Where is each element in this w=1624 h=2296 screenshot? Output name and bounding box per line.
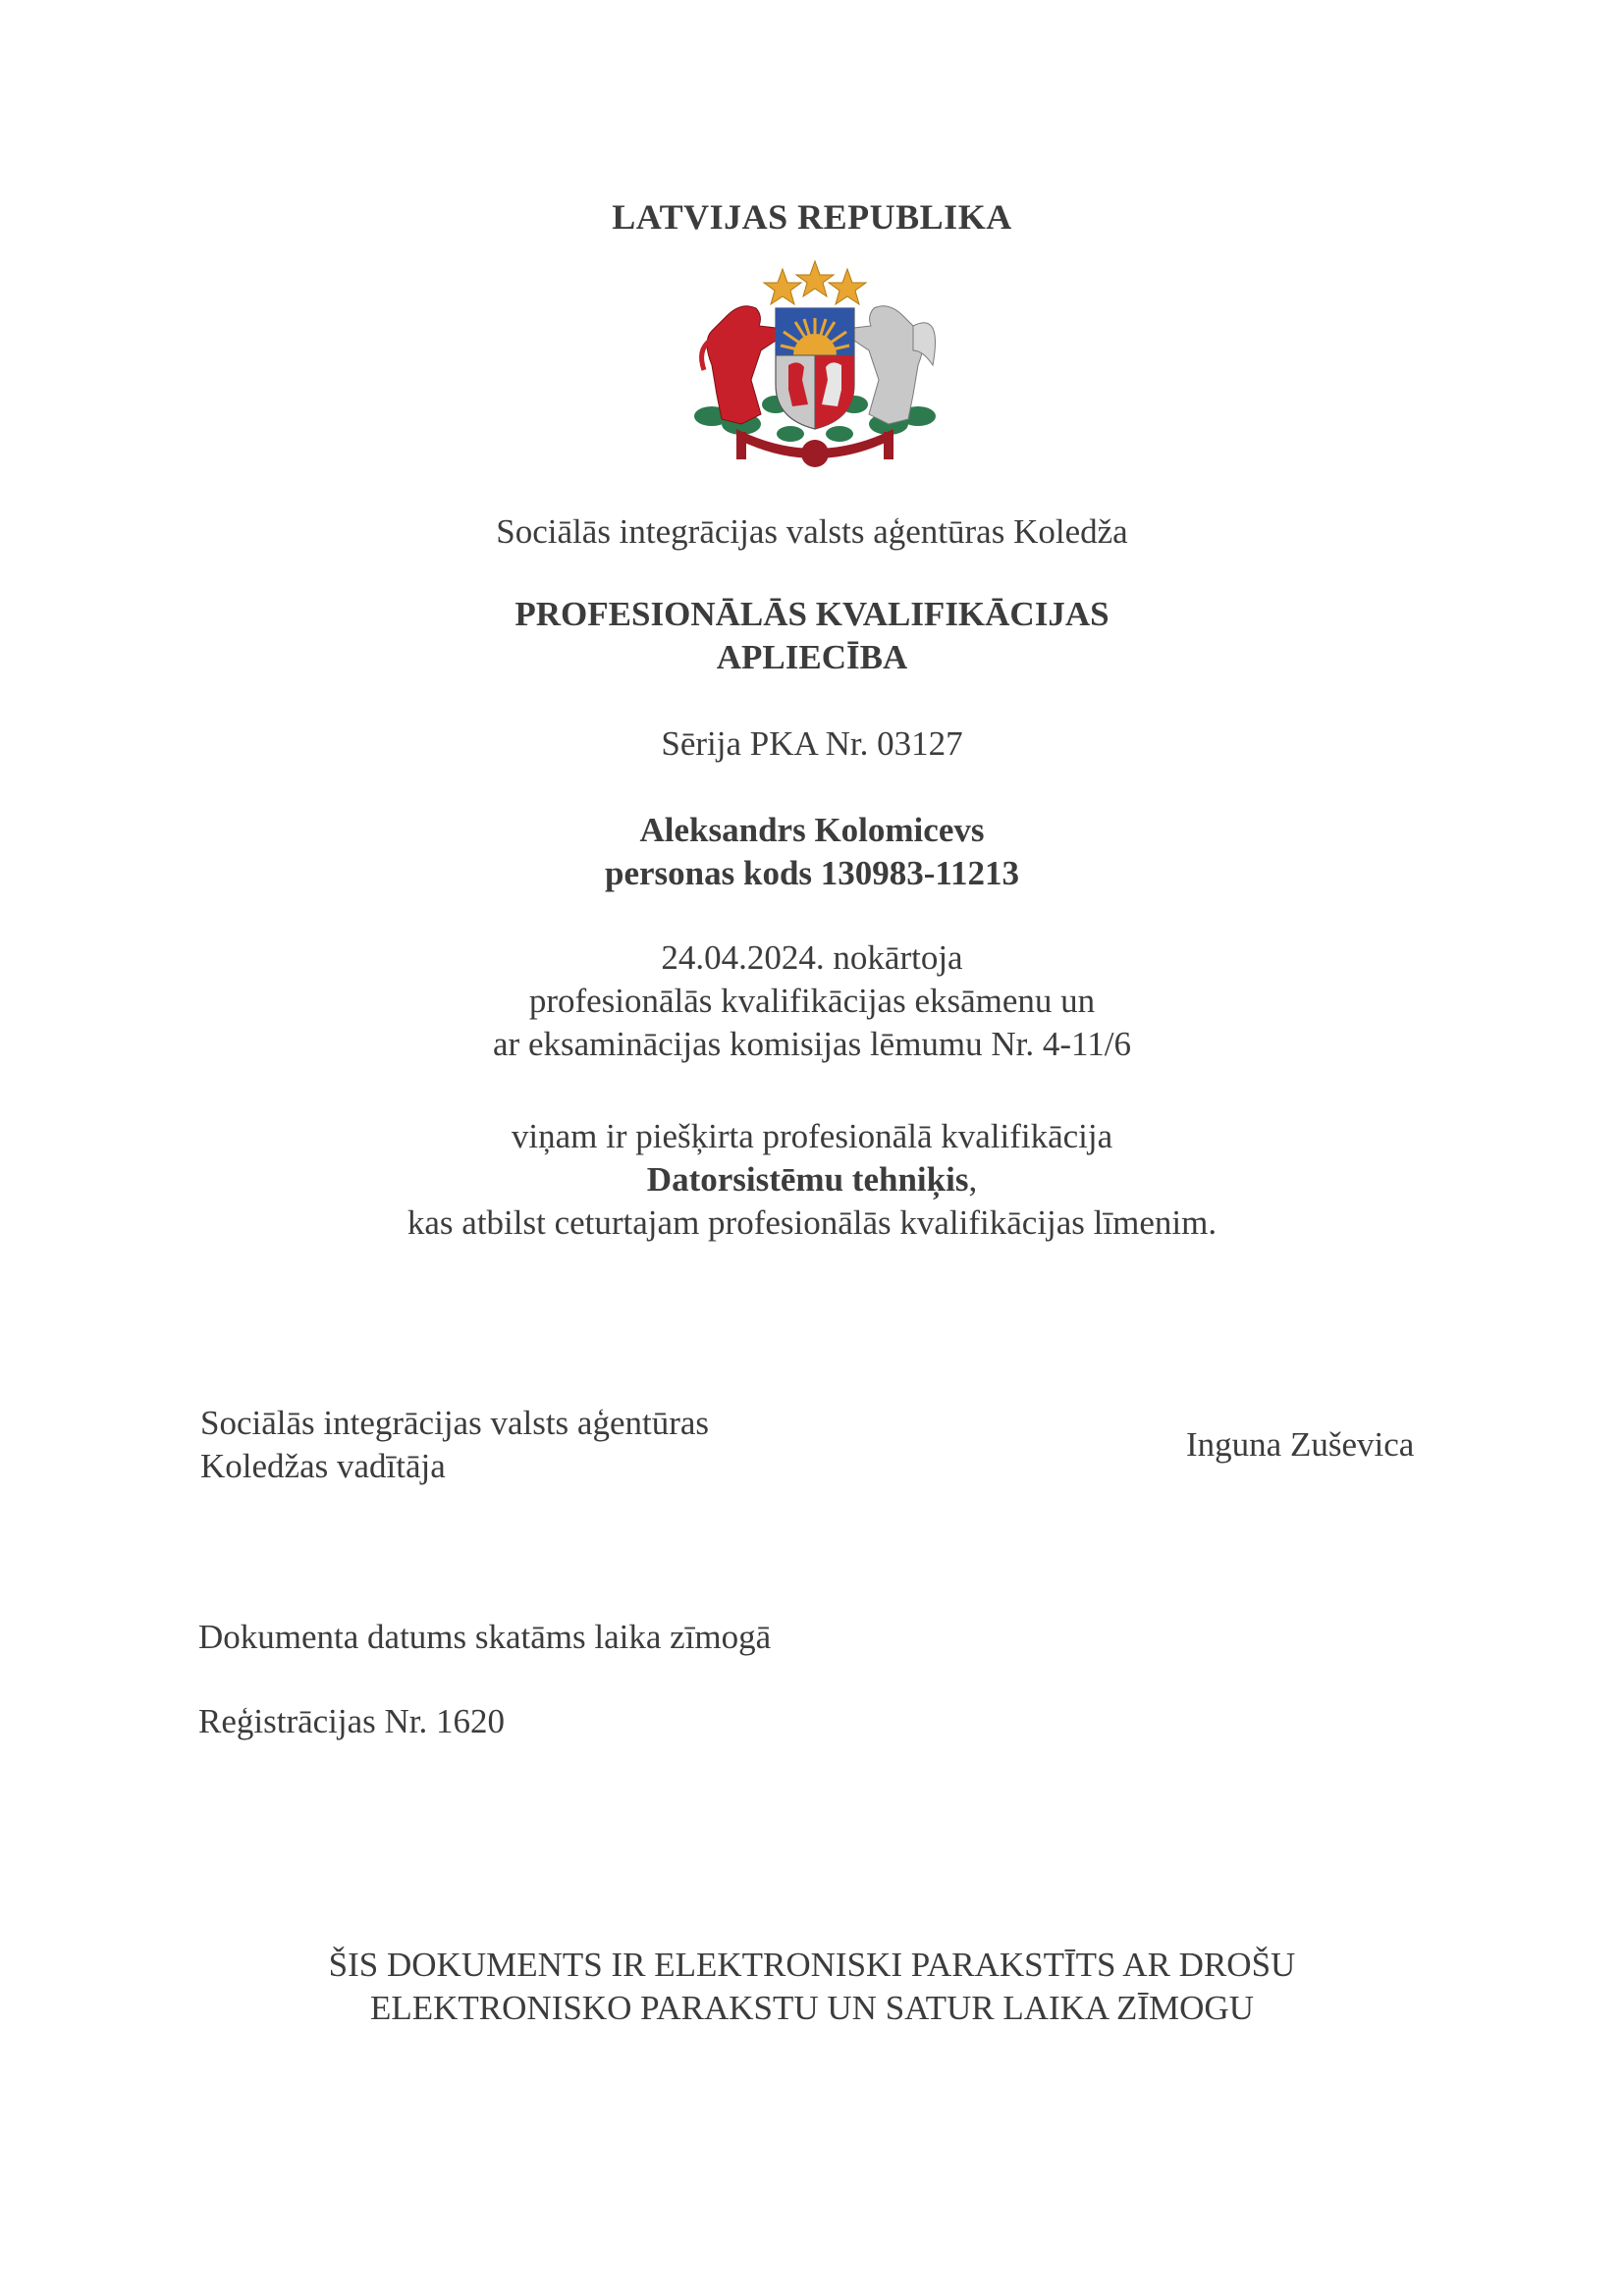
- document-type-line-1: PROFESIONĀLĀS KVALIFIKĀCIJAS: [514, 595, 1110, 633]
- holder-personal-code: personas kods 130983-11213: [604, 854, 1020, 892]
- signer-position-line-1: Sociālās integrācijas valsts aģentūras: [200, 1404, 710, 1442]
- holder-block: [0, 809, 1624, 895]
- document-type-heading: [0, 593, 1624, 679]
- qualification-suffix: ,: [968, 1160, 978, 1199]
- award-line-1: viņam ir piešķirta profesionālā kvalifikācija: [511, 1117, 1113, 1155]
- latvia-coat-of-arms-icon: [682, 257, 947, 473]
- award-statement: [0, 1115, 1624, 1245]
- footer-line-1: ŠIS DOKUMENTS IR ELEKTRONISKI PARAKSTĪTS AR DROŠU: [328, 1946, 1296, 1984]
- country-title: LATVIJAS REPUBLIKA: [612, 197, 1012, 237]
- electronic-signature-notice: [0, 1944, 1624, 2030]
- exam-statement: [0, 936, 1624, 1066]
- footer-line-2: ELEKTRONISKO PARAKSTU UN SATUR LAIKA ZĪMOGU: [370, 1989, 1254, 2027]
- exam-line-3: ar eksaminācijas komisijas lēmumu Nr. 4-11/6: [493, 1025, 1131, 1063]
- award-line-3: kas atbilst ceturtajam profesionālās kvalifikācijas līmenim.: [406, 1203, 1218, 1242]
- exam-line-1: 24.04.2024. nokārtoja: [661, 938, 963, 977]
- document-date-note: Dokumenta datums skatāms laika zīmogā: [198, 1618, 772, 1656]
- award-qualification-line: [0, 1158, 1624, 1201]
- institution-name: Sociālās integrācijas valsts aģentūras Koledža: [496, 512, 1128, 551]
- qualification-name: Datorsistēmu tehniķis: [646, 1160, 969, 1199]
- series-number: Sērija PKA Nr. 03127: [661, 724, 963, 763]
- signer-position-line-2: Koledžas vadītāja: [200, 1447, 446, 1485]
- holder-name: Aleksandrs Kolomicevs: [639, 811, 985, 849]
- exam-line-2: profesionālās kvalifikācijas eksāmenu un: [528, 982, 1096, 1020]
- signer-name: Inguna Zuševica: [1186, 1425, 1415, 1464]
- signer-position: [200, 1402, 709, 1488]
- document-type-line-2: APLIECĪBA: [716, 638, 908, 676]
- registration-number: Reģistrācijas Nr. 1620: [198, 1702, 506, 1740]
